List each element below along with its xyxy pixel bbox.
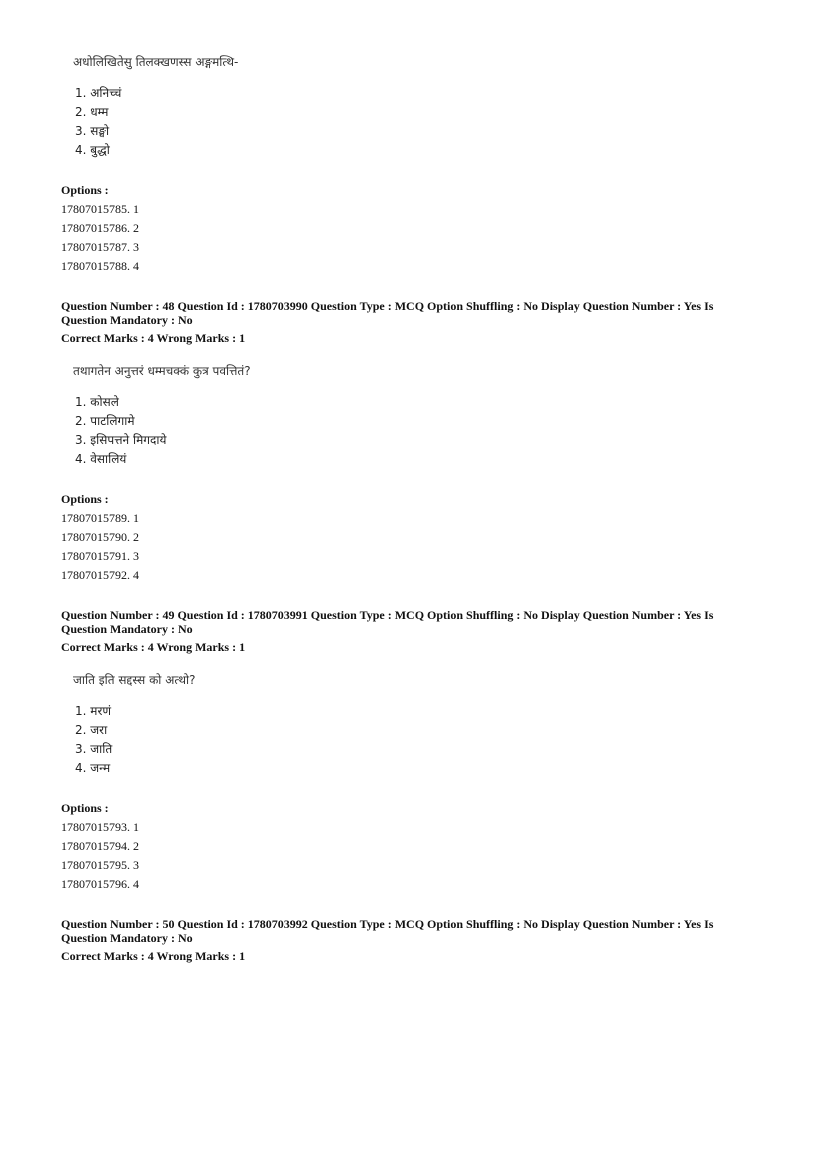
q47-option-2: 17807015786. 2 xyxy=(61,221,139,235)
q47-choice-1: 1. अनिच्चं xyxy=(75,86,122,100)
q48-option-4: 17807015792. 4 xyxy=(61,568,139,582)
q47-option-1: 17807015785. 1 xyxy=(61,202,139,216)
q48-option-1: 17807015789. 1 xyxy=(61,511,139,525)
q48-option-3: 17807015791. 3 xyxy=(61,549,139,563)
q49-option-2: 17807015794. 2 xyxy=(61,839,139,853)
q47-options xyxy=(61,181,139,276)
q50-header xyxy=(61,917,761,963)
q47-option-4: 17807015788. 4 xyxy=(61,259,139,273)
q49-choice-2: 2. जरा xyxy=(75,723,108,737)
q48-header-line2: Question Mandatory : No xyxy=(61,313,193,327)
q47-question-text: अधोलिखितेसु तिलक्खणस्स अङ्गमत्थि- xyxy=(73,55,239,69)
q48-choices xyxy=(75,393,166,469)
q48-question-text: तथागतेन अनुत्तरं धम्मचक्कं कुत्र पवत्तितं? xyxy=(73,364,251,378)
q48-choice-3: 3. इसिपत्तने मिगदाये xyxy=(75,433,167,447)
q49-choice-4: 4. जन्म xyxy=(75,761,111,775)
q49-options xyxy=(61,799,139,894)
q49-header-line2: Question Mandatory : No xyxy=(61,622,193,636)
q49-option-1: 17807015793. 1 xyxy=(61,820,139,834)
q48-choice-1: 1. कोसले xyxy=(75,395,119,409)
q48-choice-4: 4. वेसालियं xyxy=(75,452,127,466)
q49-option-3: 17807015795. 3 xyxy=(61,858,139,872)
q49-header-line1: Question Number : 49 Question Id : 1780703991 Question Type : MCQ Option Shuffling : No Display Question Number : Yes Is xyxy=(61,608,714,622)
q48-choice-2: 2. पाटलिगामे xyxy=(75,414,135,428)
q47-choice-2: 2. धम्म xyxy=(75,105,109,119)
q48-header-line1: Question Number : 48 Question Id : 1780703990 Question Type : MCQ Option Shuffling : No Display Question Number : Yes Is xyxy=(61,299,714,313)
q49-question-text: जाति इति सद्दस्स को अत्थो? xyxy=(73,673,196,687)
q50-header-line2: Question Mandatory : No xyxy=(61,931,193,945)
q49-choices xyxy=(75,702,112,778)
q48-option-2: 17807015790. 2 xyxy=(61,530,139,544)
q47-choice-4: 4. बुद्धो xyxy=(75,143,110,157)
q48-options-label: Options : xyxy=(61,492,109,506)
q48-header xyxy=(61,299,761,345)
q47-choice-3: 3. सङ्घो xyxy=(75,124,110,138)
q47-option-3: 17807015787. 3 xyxy=(61,240,139,254)
q49-marks: Correct Marks : 4 Wrong Marks : 1 xyxy=(61,640,246,654)
q50-marks: Correct Marks : 4 Wrong Marks : 1 xyxy=(61,949,246,963)
q50-header-line1: Question Number : 50 Question Id : 1780703992 Question Type : MCQ Option Shuffling : No Display Question Number : Yes Is xyxy=(61,917,714,931)
q49-choice-3: 3. जाति xyxy=(75,742,113,756)
q49-header xyxy=(61,608,761,654)
q47-choices xyxy=(75,84,121,160)
q49-options-label: Options : xyxy=(61,801,109,815)
q47-options-label: Options : xyxy=(61,183,109,197)
q49-choice-1: 1. मरणं xyxy=(75,704,112,718)
q48-marks: Correct Marks : 4 Wrong Marks : 1 xyxy=(61,331,246,345)
q49-option-4: 17807015796. 4 xyxy=(61,877,139,891)
q48-options xyxy=(61,490,139,585)
